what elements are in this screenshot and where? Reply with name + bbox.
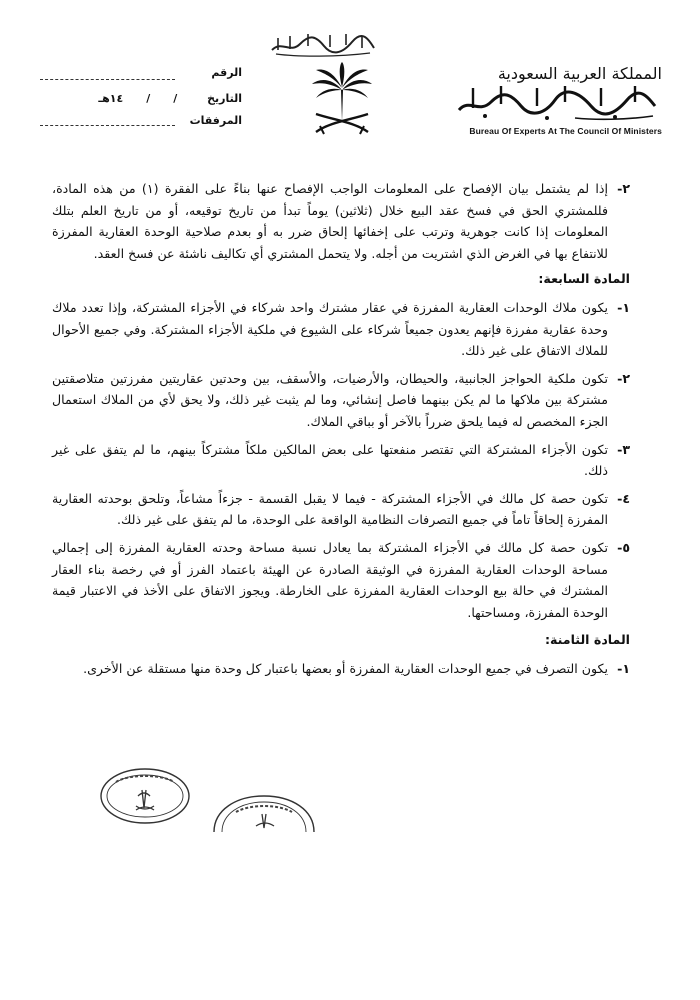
item-number: ١- [617,660,630,676]
article-heading-seventh: المادة السابعة: [538,271,630,287]
paragraph-item [52,537,630,623]
org-name-arabic: المملكة العربية السعودية [497,64,662,83]
attachments-line [40,125,175,126]
paragraph-item [52,488,630,531]
document-body [52,178,630,685]
org-body-name [451,90,652,108]
attachments-field [190,114,242,127]
item-number: ٣- [617,441,630,457]
basmala-calligraphy [268,28,378,58]
official-stamp-seal-second [210,792,318,832]
item-text: يكون ملاك الوحدات العقارية المفرزة في عقار مشترك واحد شركاء في الأجزاء المشتركة، وإذا تعدد ملاك وحدة عقارية مفرزة فإنهم يعدون جميعاً شركاء على الشيوع في ملكية الأجزاء المشتركة. وفي جميع الأحوال للملاك الاتفاق على غير ذلك. [52,299,608,359]
org-name-english: Bureau Of Experts At The Council Of Ministers [469,126,662,136]
paragraph-item [52,178,630,264]
date-label: التاريخ [207,92,242,105]
item-number: ١- [617,299,630,315]
item-text: يكون التصرف في جميع الوحدات العقارية المفرزة أو بعضها باعتبار كل وحدة منها مستقلة عن الأخرى. [83,660,608,676]
paragraph-item [52,297,630,362]
item-number: ٢- [617,181,630,196]
paragraph-item [52,439,630,482]
number-field [211,66,242,79]
item-text: تكون حصة كل مالك في الأجزاء المشتركة بما يعادل نسبة مساحة وحدته العقارية المفرزة إلى إجمالي مساحة الوحدات العقارية المفرزة في الوثيقة الصادرة عن الهيئة باعتماد الفرز أو في رخصة بناء العقار المشترك في حالة بيع الوحدات العقارية المفرزة على الخارطة. ويجوز الاتفاق على الأخذ في الاعتبار قيمة الوحدة المفرزة، ومساحتها. [52,539,608,620]
item-number: ٤- [617,490,630,506]
paragraph-item [52,658,630,680]
date-value: / / ١٤هـ [98,92,178,105]
attachments-label: المرفقات [189,114,242,127]
number-line [40,79,175,80]
item-text: تكون الأجزاء المشتركة التي تقتصر منفعتها على بعض المالكين ملكاً مشتركاً بينهم، ما لم يتفق على غير ذلك. [52,441,608,479]
official-stamp-seal [98,766,192,826]
article-heading-eighth: المادة الثامنة: [544,632,630,648]
item-number: ٢- [617,370,630,386]
item-text: تكون ملكية الحواجز الجانبية، والحيطان، والأرضيات، والأسقف، بين وحدتين عقاريتين مفرزتين متلاصقتين مشتركة بين ملاكها ما لم يكن بينهما فاصل إنشائي، وما لم يثبت غير ذلك، ولا يحق لأي من الملاك استعمال الجزء المخصص له فيما يلحق ضرراً بالآخر أو بباقي الملاك. [52,370,608,429]
item-text: إذا لم يشتمل بيان الإفصاح على المعلومات الواجب الإفصاح عنها بناءً على الفقرة (١) من هذه المادة، فللمشتري الحق في فسخ عقد البيع خلال (ثلاثين) يوماً تبدأ من تاريخ توقيعه، أو من تاريخ العلم بتلك المعلومات إذا كانت جوهرية وترتب على إخفائها إلحاق ضرر به أو بعدم صلاحية الوحدة العقارية المفرزة للانتفاع بها في الغرض الذي اشتريت من أجله. ولا يتحمل المشتري أي تكاليف ناشئة عن فسخ العقد. [52,181,608,261]
saudi-emblem-icon [310,60,374,142]
date-field [98,92,242,105]
item-text: تكون حصة كل مالك في الأجزاء المشتركة - فيما لا يقبل القسمة - جزءاً مشاعاً، وتلحق بوحدته العقارية المفرزة إلحاقاً تاماً في جميع التصرفات النظامية الواقعة على الوحدة، ما لم يتفق على غير ذلك. [52,490,608,528]
number-label: الرقم [211,66,242,79]
item-number: ٥- [617,539,630,555]
paragraph-item [52,368,630,433]
